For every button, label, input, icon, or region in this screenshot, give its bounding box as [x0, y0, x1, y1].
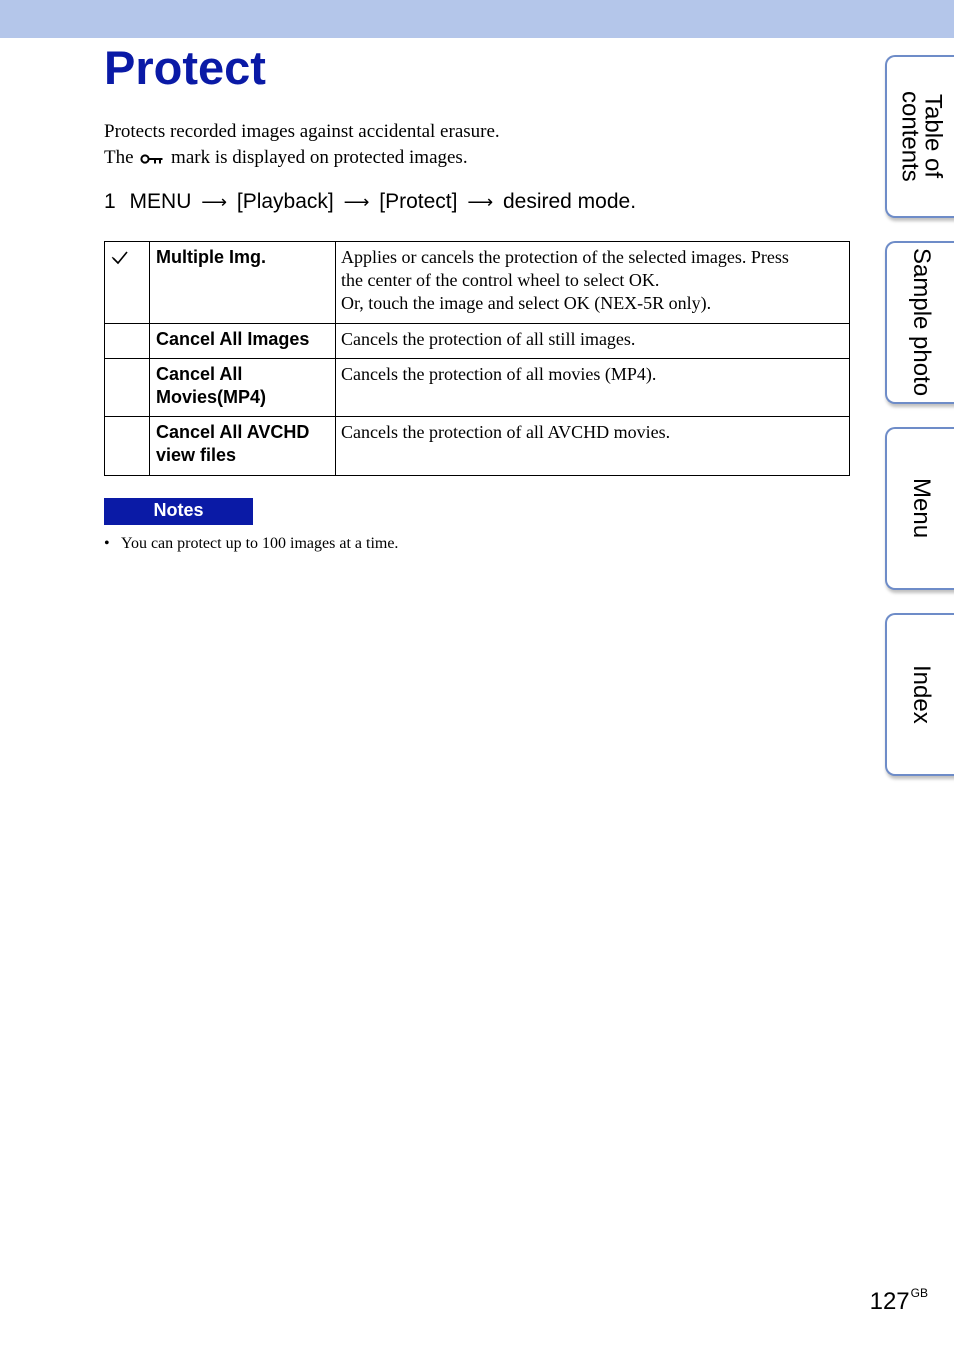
page-suffix: GB	[910, 1286, 928, 1300]
tab-sample-photo[interactable]	[885, 241, 954, 404]
icon-cell	[105, 359, 150, 417]
table-row	[105, 324, 850, 359]
list-item: • You can protect up to 100 images at a time.	[104, 533, 398, 555]
mode-description: Cancels the protection of all still images.	[336, 324, 850, 359]
tab-label: Table of contents	[896, 91, 947, 182]
mode-name: Cancel All Movies(MP4)	[150, 359, 336, 417]
mode-name: Cancel All AVCHD view files	[150, 417, 336, 476]
tab-index[interactable]	[885, 613, 954, 776]
touch-check-icon	[111, 250, 129, 266]
icon-cell	[105, 324, 150, 359]
tab-menu[interactable]	[885, 427, 954, 590]
mode-description: Cancels the protection of all movies (MP4).	[336, 359, 850, 417]
intro-line-2: The mark is displayed on protected images.	[104, 147, 468, 168]
table-row	[105, 242, 850, 324]
tab-table-of-contents[interactable]	[885, 55, 954, 218]
protect-key-icon	[140, 153, 164, 165]
table-row	[105, 359, 850, 417]
tab-label: Sample photo	[908, 248, 935, 397]
tab-label: Index	[908, 665, 935, 724]
icon-cell	[105, 242, 150, 324]
page-title: Protect	[104, 41, 266, 94]
arrow-icon: ⟶	[467, 192, 494, 212]
step-number: 1	[104, 190, 116, 213]
step-1-instruction	[104, 188, 636, 216]
step-part-playback: [Playback]	[236, 190, 334, 213]
step-part-mode: desired mode.	[502, 190, 637, 213]
protect-modes-table	[104, 241, 850, 476]
page-number: $127^{GB}$	[869, 1286, 928, 1315]
arrow-icon: ⟶	[343, 192, 370, 212]
notes-list	[104, 533, 398, 555]
intro-line-1: Protects recorded images against accidental erasure.	[104, 121, 500, 142]
mode-description: Cancels the protection of all AVCHD movies.	[336, 417, 850, 476]
arrow-icon: ⟶	[201, 192, 228, 212]
table-row	[105, 417, 850, 476]
step-part-protect: [Protect]	[379, 190, 458, 213]
intro-text	[104, 119, 500, 171]
mode-description: Applies or cancels the protection of the selected images. Press the center of the control wheel to select OK. Or, touch the image and select OK (NEX-5R only).	[336, 242, 850, 324]
header-band	[0, 0, 954, 38]
icon-cell	[105, 417, 150, 476]
step-part-menu: MENU	[129, 190, 192, 213]
notes-label: Notes	[104, 498, 253, 525]
tab-label: Menu	[908, 478, 935, 539]
mode-name: Multiple Img.	[150, 242, 336, 324]
mode-name: Cancel All Images	[150, 324, 336, 359]
